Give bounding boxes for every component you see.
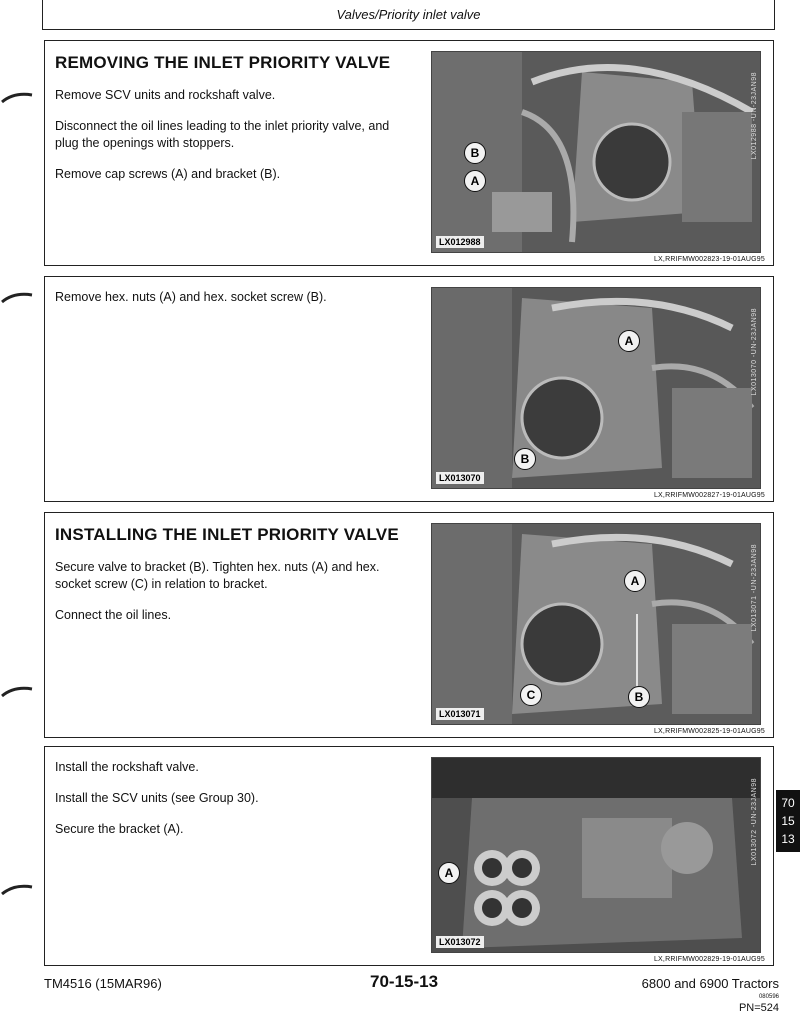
valve-photo: [431, 51, 761, 253]
step-text: Remove cap screws (A) and bracket (B).: [55, 167, 281, 181]
section-tab: [776, 790, 800, 852]
step-text: Install the rockshaft valve.: [55, 760, 199, 774]
photo-code: LX013070: [436, 472, 484, 484]
step-text: Connect the oil lines.: [55, 608, 172, 622]
tab-line: 70: [781, 796, 795, 810]
binder-mark: [0, 92, 34, 104]
step-text: Secure the bracket (A).: [55, 822, 184, 836]
page-footer: [44, 970, 779, 1020]
valve-photo: [431, 757, 761, 953]
binder-mark: [0, 884, 34, 896]
page-number: 70-15-13: [370, 972, 439, 991]
part-number: PN=524: [738, 1002, 779, 1014]
section-text: [55, 759, 415, 852]
tab-line: 13: [781, 832, 795, 846]
callout-a: A: [464, 170, 486, 192]
section-title: REMOVING THE INLET PRIORITY VALVE: [55, 53, 391, 72]
reference-code: LX,RRIFMW002829-19-01AUG95: [653, 956, 765, 963]
page-header: [42, 0, 775, 30]
section-text: [55, 525, 415, 638]
step-text: Install the SCV units (see Group 30).: [55, 791, 259, 805]
reference-code: LX,RRIFMW002827-19-01AUG95: [653, 492, 765, 499]
callout-b: B: [464, 142, 486, 164]
section-removing-valve: [44, 40, 774, 266]
reference-code: LX,RRIFMW002823-19-01AUG95: [653, 256, 765, 263]
tab-line: 15: [781, 814, 795, 828]
step-text: Remove SCV units and rockshaft valve.: [55, 88, 276, 102]
valve-photo: [431, 287, 761, 489]
section-text: [55, 53, 415, 197]
photo-code: LX012988: [436, 236, 484, 248]
callout-c: C: [520, 684, 542, 706]
valve-photo: [431, 523, 761, 725]
callout-a: A: [618, 330, 640, 352]
header-title: Valves/Priority inlet valve: [336, 7, 481, 22]
photo-side-code: LX013072 -UN-23JAN98: [751, 778, 758, 866]
section-title: INSTALLING THE INLET PRIORITY VALVE: [55, 525, 399, 544]
step-text: Remove hex. nuts (A) and hex. socket screw (B).: [55, 290, 327, 304]
callout-b: B: [628, 686, 650, 708]
step-text: Disconnect the oil lines leading to the inlet priority valve, and plug the openings with stoppers.: [55, 119, 390, 150]
footer-date-code: 080596: [758, 994, 779, 1000]
photo-code: LX013072: [436, 936, 484, 948]
callout-a: A: [438, 862, 460, 884]
reference-code: LX,RRIFMW002825-19-01AUG95: [653, 728, 765, 735]
step-text: Secure valve to bracket (B). Tighten hex. nuts (A) and hex. socket screw (C) in relation to bracket.: [55, 560, 380, 591]
callout-a: A: [624, 570, 646, 592]
product-name: 6800 and 6900 Tractors: [641, 976, 779, 991]
photo-side-code: LX013071 -UN-23JAN98: [751, 544, 758, 632]
callout-b: B: [514, 448, 536, 470]
binder-mark: [0, 686, 34, 698]
section-installing-valve: [44, 512, 774, 738]
binder-mark: [0, 292, 34, 304]
photo-side-code: LX013070 -UN-23JAN98: [751, 308, 758, 396]
manual-id: TM4516 (15MAR96): [44, 976, 162, 991]
photo-side-code: LX012988 -UN-23JAN98: [751, 72, 758, 160]
section-install-rockshaft: [44, 746, 774, 966]
section-remove-nuts: [44, 276, 774, 502]
section-text: [55, 289, 415, 320]
photo-code: LX013071: [436, 708, 484, 720]
